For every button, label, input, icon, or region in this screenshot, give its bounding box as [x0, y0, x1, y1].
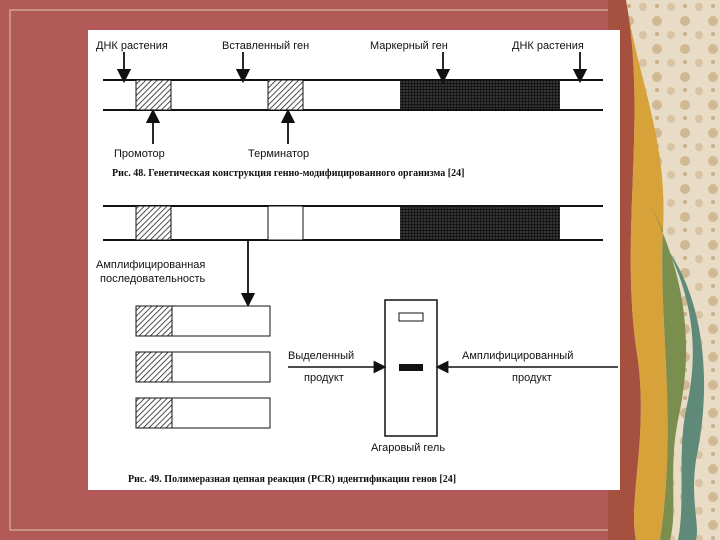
marker-gene-segment — [400, 81, 560, 109]
amplified-fragment — [136, 306, 270, 336]
label-promoter: Промотор — [114, 148, 165, 160]
label-isolated-product-1: Выделенный — [288, 350, 355, 362]
construct-strip-49 — [103, 206, 603, 240]
label-marker-gene: Маркерный ген — [370, 40, 448, 52]
label-isolated-product-2: продукт — [304, 372, 344, 384]
label-amplified-product-1: Амплифицированный — [462, 350, 574, 362]
decorative-floral-strip — [608, 0, 720, 540]
construct-strip-48 — [103, 80, 603, 110]
amplified-fragment — [136, 398, 270, 428]
figure-panel — [88, 30, 620, 490]
gel-band — [399, 364, 423, 371]
label-plant-dna-left: ДНК растения — [96, 40, 168, 52]
caption-figure-48: Рис. 48. Генетическая конструкция генно-модифицированного организма [24] — [112, 168, 465, 179]
caption-figure-49: Рис. 49. Полимеразная цепная реакция (PCR) идентификации генов [24] — [128, 474, 457, 485]
label-agarose-gel: Агаровый гель — [371, 442, 446, 454]
label-amplified-sequence-1: Амплифицированная — [96, 259, 206, 271]
agarose-gel — [385, 300, 437, 436]
label-inserted-gene: Вставленный ген — [222, 40, 310, 52]
label-plant-dna-right: ДНК растения — [512, 40, 584, 52]
label-amplified-product-2: продукт — [512, 372, 552, 384]
label-terminator: Терминатор — [248, 148, 310, 160]
terminator-segment — [268, 80, 303, 110]
label-amplified-sequence-2: последовательность — [100, 273, 206, 285]
amplified-fragment — [136, 352, 270, 382]
promoter-segment — [136, 80, 171, 110]
